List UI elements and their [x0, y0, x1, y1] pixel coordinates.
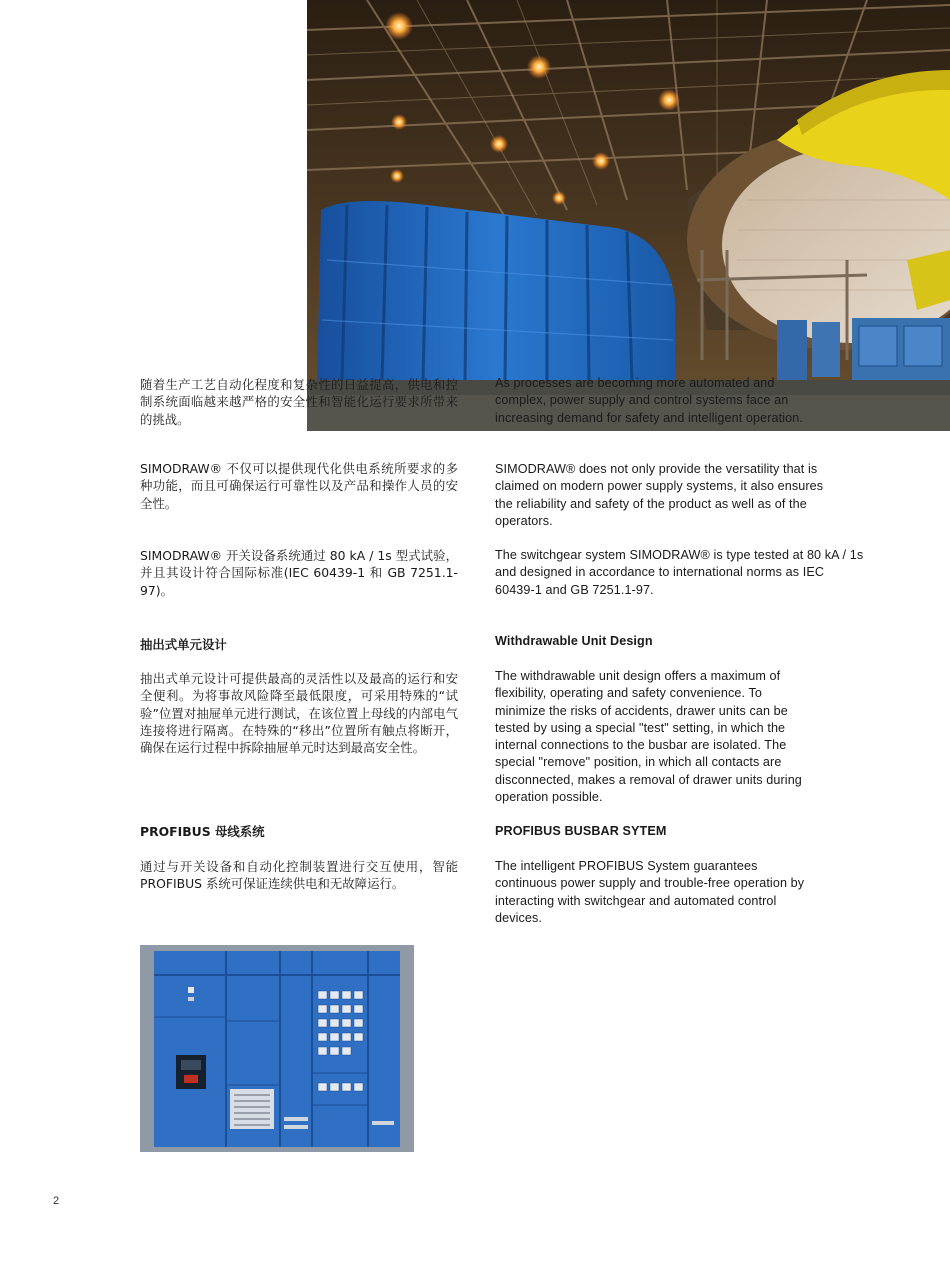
cn-simodraw-paragraph: SIMODRAW® 不仅可以提供现代化供电系统所要求的多种功能，而且可确保运行可靠性以及产品和操作人员的安全性。 [140, 461, 458, 511]
page-number: 2 [53, 1195, 60, 1207]
cn-profibus-paragraph: 通过与开关设备和自动化控制装置进行交互使用，智能 PROFIBUS 系统可保证连续供电和无故障运行。 [140, 859, 458, 892]
en-simodraw-paragraph: SIMODRAW® does not only provide the versatility that is claimed on modern power supply systems, it also ensures the reliability and safety of the product as well as of the operators. [495, 462, 824, 528]
switchgear-cabinet-illustration [140, 945, 414, 1152]
cn-heading-profibus: PROFIBUS 母线系统 [140, 824, 265, 839]
hero-industrial-photo [307, 0, 950, 431]
cn-tested-paragraph: SIMODRAW® 开关设备系统通过 80 kA / 1s 型式试验，并且其设计符合国际标准(IEC 60439-1 和 GB 7251.1-97)。 [140, 548, 458, 598]
cn-heading-withdrawable: 抽出式单元设计 [140, 637, 227, 652]
cn-withdrawable-paragraph: 抽出式单元设计可提供最高的灵活性以及最高的运行和安全便利。为将事故风险降至最低限度，可采用特殊的“试验”位置对抽屉单元进行测试，在该位置上母线的内部电气连接将进行隔离。在特殊的“移出”位置所有触点将断开，确保在运行过程中拆除抽屉单元时达到最高安全性。 [140, 671, 458, 756]
en-tested-paragraph: The switchgear system SIMODRAW® is type tested at 80 kA / 1s and designed in accordance to international norms as IEC 60439-1 and GB 7251.1-97. [495, 548, 864, 597]
en-withdrawable-paragraph: The withdrawable unit design offers a maximum of flexibility, operating and safety convenience. To minimize the risks of accidents, drawer units can be tested by using a special "test" setting, in which the internal connections to the busbar are isolated. The special "remove" position, in which all contacts are disconnected, makes a removal of drawer units during operation possible. [495, 669, 802, 805]
cn-intro-paragraph: 随着生产工艺自动化程度和复杂性的日益提高，供电和控制系统面临越来越严格的安全性和智能化运行要求所带来的挑战。 [140, 377, 458, 427]
en-heading-profibus: PROFIBUS BUSBAR SYTEM [495, 824, 667, 838]
industrial-mill-illustration [307, 0, 950, 431]
en-intro-paragraph: As processes are becoming more automated and complex, power supply and control systems face an increasing demand for safety and intelligent operation. [495, 376, 803, 425]
switchgear-cabinet-photo [140, 945, 414, 1152]
en-profibus-paragraph: The intelligent PROFIBUS System guarantees continuous power supply and trouble-free operation by interacting with switchgear and automated control devices. [495, 859, 805, 925]
en-heading-withdrawable: Withdrawable Unit Design [495, 634, 653, 648]
